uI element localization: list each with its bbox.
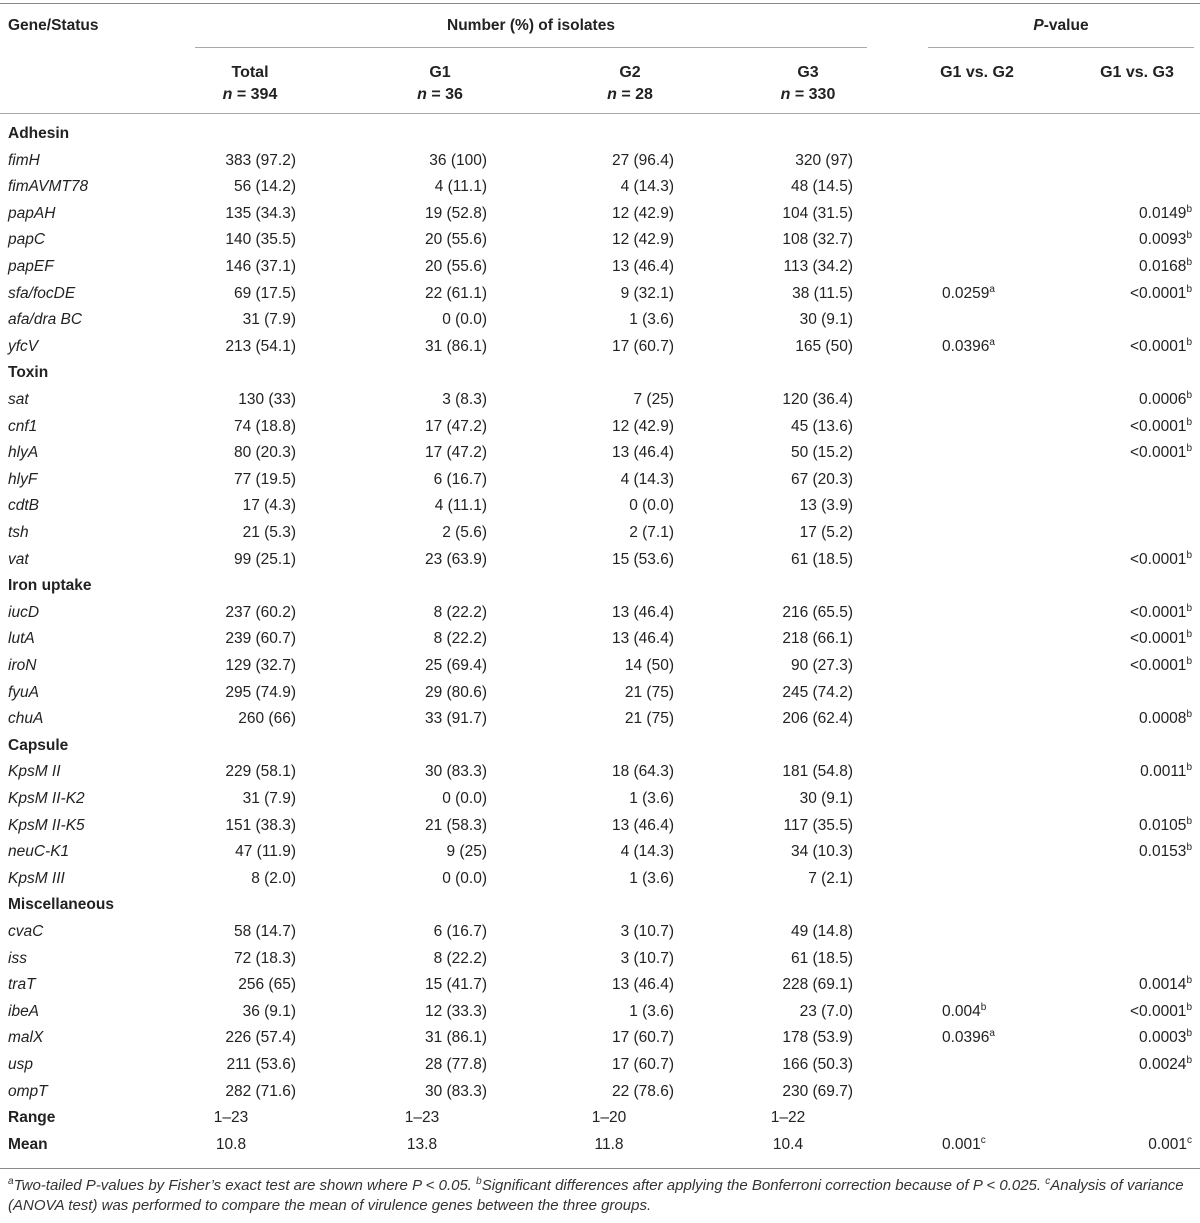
cell-g3: 10.4 <box>772 1135 804 1153</box>
gene-name: cnf1 <box>8 417 38 435</box>
cell-total: 72 (18.3) <box>233 949 296 967</box>
cell-g3: 13 (3.9) <box>799 497 853 515</box>
cell-g2: 13 (46.4) <box>611 816 674 834</box>
cell-g3: 1–22 <box>770 1109 806 1127</box>
group-n <box>550 84 710 106</box>
cell-total: 47 (11.9) <box>235 843 296 861</box>
cell-g3: 113 (34.2) <box>783 258 853 275</box>
cell-total: 99 (25.1) <box>233 550 296 568</box>
cell-total: 21 (5.3) <box>242 524 296 541</box>
cell-g2: 18 (64.3) <box>611 763 674 781</box>
cell-p-g1-g3 <box>1030 281 1192 308</box>
cell-g2: 13 (46.4) <box>611 976 674 994</box>
p-superscript: b <box>1186 416 1192 428</box>
cell-p-g1-g3 <box>1030 706 1192 733</box>
cell-g1: 2 (5.6) <box>442 524 487 541</box>
cell-p-g1-g3 <box>1030 547 1192 574</box>
gene-name: sfa/focDE <box>8 284 76 302</box>
cell-g2: 15 (53.6) <box>611 550 674 568</box>
header-bottom-rule <box>0 113 1200 114</box>
p-value: <0.0001 <box>1129 1002 1187 1020</box>
cell-p-g1-g3 <box>1030 414 1192 441</box>
cell-g3: 218 (66.1) <box>782 630 853 648</box>
p-superscript: c <box>1187 1134 1192 1146</box>
cell-g2: 3 (10.7) <box>620 923 674 940</box>
cell-total: 31 (7.9) <box>242 311 296 329</box>
cell-g3: 48 (14.5) <box>790 178 853 196</box>
group-header <box>360 62 520 106</box>
cell-g3: 117 (35.5) <box>783 816 853 834</box>
cell-g3: 166 (50.3) <box>782 1056 853 1073</box>
gene-name: KpsM II <box>8 763 61 781</box>
cell-total: 31 (7.9) <box>242 790 296 807</box>
group-n-symbol: n <box>222 86 233 103</box>
header-span-rule-pvalue <box>928 47 1194 48</box>
cell-g1: 30 (83.3) <box>424 763 487 781</box>
cell-total: 239 (60.7) <box>225 630 296 648</box>
cell-g2: 1 (3.6) <box>629 311 674 329</box>
cell-g1: 4 (11.1) <box>434 178 487 196</box>
footnote-b-marker: b <box>476 1176 482 1187</box>
gene-name: afa/dra BC <box>8 311 83 329</box>
cell-g3: 228 (69.1) <box>782 976 853 994</box>
p-superscript: b <box>1186 336 1192 348</box>
cell-p-g1-g2 <box>942 1132 986 1159</box>
cell-g2: 0 (0.0) <box>629 497 674 515</box>
p-superscript: b <box>1186 709 1192 721</box>
header-span-rule-number <box>195 47 867 48</box>
p-superscript: b <box>1186 1028 1192 1040</box>
gene-name: iss <box>8 949 27 967</box>
cell-g1: 30 (83.3) <box>424 1082 487 1100</box>
p-value: 0.0105 <box>1139 816 1187 834</box>
gene-name: fimH <box>8 151 40 169</box>
cell-g1: 3 (8.3) <box>442 391 487 408</box>
cell-g3: 206 (62.4) <box>782 710 853 728</box>
cell-p-g1-g3 <box>1030 1025 1192 1052</box>
p-superscript: c <box>980 1134 986 1146</box>
p-superscript: b <box>1186 602 1192 614</box>
p-value: <0.0001 <box>1129 657 1187 674</box>
cell-total: 56 (14.2) <box>233 178 296 196</box>
cell-g3: 104 (31.5) <box>782 204 853 222</box>
cell-g1: 25 (69.4) <box>424 657 487 674</box>
gene-name: hlyA <box>8 444 39 462</box>
cell-p-g1-g3 <box>1030 254 1192 281</box>
p-value: <0.0001 <box>1129 417 1187 435</box>
cell-p-g1-g3 <box>1030 653 1192 680</box>
cell-g1: 0 (0.0) <box>442 790 487 807</box>
p-superscript: b <box>1186 629 1192 641</box>
footnote-c: Analysis of variance (ANOVA test) was performed to compare the mean of virulence genes between the three groups. <box>8 1177 1184 1214</box>
gene-name: malX <box>8 1029 44 1047</box>
cell-g3: 38 (11.5) <box>792 284 853 302</box>
p-value: 0.0003 <box>1139 1029 1187 1047</box>
p-value: 0.0153 <box>1139 843 1187 861</box>
group-name: Total <box>231 64 269 81</box>
header-gene-status: Gene/Status <box>8 17 99 34</box>
p-value: 0.004 <box>942 1002 981 1020</box>
p-value: <0.0001 <box>1129 284 1187 302</box>
cell-total: 69 (17.5) <box>233 284 296 302</box>
cell-total: 260 (66) <box>238 710 296 728</box>
cell-total: 74 (18.8) <box>233 417 296 435</box>
cell-g1: 17 (47.2) <box>424 417 487 435</box>
cell-p-g1-g3 <box>1030 813 1192 840</box>
group-name: G1 <box>429 64 451 81</box>
cell-p-g1-g3 <box>1030 201 1192 228</box>
gene-name: ompT <box>8 1082 48 1100</box>
group-n-value: = 28 <box>616 86 653 103</box>
gene-name: iucD <box>8 603 40 621</box>
cell-g2: 1 (3.6) <box>629 869 674 887</box>
section-heading: Adhesin <box>8 125 70 142</box>
group-n-value: = 330 <box>790 86 836 103</box>
cell-p-g1-g3 <box>1030 626 1192 653</box>
cell-p-g1-g2 <box>942 281 995 308</box>
p-value: 0.001 <box>1148 1135 1187 1153</box>
cell-g2: 1 (3.6) <box>629 1002 674 1020</box>
cell-total: 135 (34.3) <box>225 204 296 222</box>
cell-g1: 0 (0.0) <box>442 869 487 887</box>
cell-total: 295 (74.9) <box>225 683 296 701</box>
cell-total: 146 (37.1) <box>225 258 296 275</box>
p-superscript: b <box>1186 256 1192 268</box>
gene-name: usp <box>8 1056 33 1073</box>
cell-g1: 21 (58.3) <box>424 816 487 834</box>
cell-g3: 181 (54.8) <box>782 763 853 781</box>
cell-p-g1-g3 <box>1030 334 1192 361</box>
cell-total: 8 (2.0) <box>251 869 296 887</box>
section-heading: Iron uptake <box>8 577 92 595</box>
stat-label: Range <box>8 1109 56 1127</box>
cell-g3: 90 (27.3) <box>790 657 853 674</box>
cell-g2: 14 (50) <box>624 657 674 674</box>
gene-name: KpsM III <box>8 869 65 887</box>
cell-g2: 4 (14.3) <box>620 843 674 861</box>
p-value: 0.0014 <box>1139 976 1187 994</box>
cell-g1: 23 (63.9) <box>424 550 487 568</box>
p-superscript: a <box>989 336 995 348</box>
bottom-rule <box>0 1168 1200 1169</box>
cell-g1: 31 (86.1) <box>424 337 487 355</box>
header-number-isolates: Number (%) of isolates <box>447 17 615 34</box>
cell-g3: 30 (9.1) <box>799 790 853 807</box>
section-heading: Capsule <box>8 736 69 754</box>
cell-g1: 0 (0.0) <box>442 311 487 329</box>
p-value: <0.0001 <box>1129 550 1187 568</box>
cell-total: 151 (38.3) <box>225 816 296 834</box>
p-superscript: b <box>1186 815 1192 827</box>
cell-total: 383 (97.2) <box>225 151 296 169</box>
cell-g3: 7 (2.1) <box>808 869 853 887</box>
cell-g3: 61 (18.5) <box>790 550 853 568</box>
gene-name: yfcV <box>8 337 39 355</box>
cell-g2: 7 (25) <box>633 391 674 408</box>
cell-g2: 13 (46.4) <box>611 603 674 621</box>
cell-g2: 4 (14.3) <box>620 178 674 196</box>
cell-total: 282 (71.6) <box>225 1082 296 1100</box>
cell-total: 58 (14.7) <box>233 923 296 940</box>
p-superscript: a <box>989 1028 995 1040</box>
cell-g3: 245 (74.2) <box>782 683 853 701</box>
cell-g2: 17 (60.7) <box>611 1029 674 1047</box>
p-superscript: b <box>1186 389 1192 401</box>
gene-name: iroN <box>8 657 37 674</box>
group-header <box>550 62 710 106</box>
cell-g3: 50 (15.2) <box>790 444 853 462</box>
cell-total: 237 (60.2) <box>225 603 296 621</box>
cell-g1: 8 (22.2) <box>433 949 487 967</box>
cell-p-g1-g2 <box>942 1025 995 1052</box>
cell-total: 140 (35.5) <box>225 231 296 249</box>
cell-total: 77 (19.5) <box>233 470 296 488</box>
p-value: <0.0001 <box>1129 444 1187 462</box>
cell-g2: 27 (96.4) <box>611 151 674 169</box>
cell-g1: 20 (55.6) <box>424 258 487 275</box>
cell-g2: 13 (46.4) <box>611 258 674 275</box>
p-superscript: a <box>989 283 995 295</box>
p-superscript: b <box>1186 842 1192 854</box>
cell-g3: 49 (14.8) <box>790 923 853 940</box>
cell-g1: 8 (22.2) <box>433 603 487 621</box>
group-n-value: = 394 <box>232 86 278 103</box>
cell-p-g1-g3 <box>1030 1132 1192 1159</box>
cell-total: 213 (54.1) <box>225 337 296 355</box>
cell-total: 10.8 <box>215 1135 247 1153</box>
cell-g1: 31 (86.1) <box>424 1029 487 1047</box>
cell-g1: 19 (52.8) <box>424 204 487 222</box>
cell-total: 129 (32.7) <box>225 657 296 674</box>
group-n-symbol: n <box>780 86 791 103</box>
cell-g3: 120 (36.4) <box>782 391 853 408</box>
cell-g2: 21 (75) <box>624 683 674 701</box>
cell-p-g1-g3 <box>1030 1052 1192 1079</box>
cell-g3: 165 (50) <box>795 337 853 355</box>
cell-g3: 216 (65.5) <box>782 603 853 621</box>
gene-name: chuA <box>8 710 44 728</box>
p-value: 0.0396 <box>942 337 990 355</box>
footnote-c-marker: c <box>1045 1176 1051 1187</box>
p-value: 0.0259 <box>942 284 990 302</box>
gene-name: papC <box>8 231 46 249</box>
cell-g2: 12 (42.9) <box>611 204 674 222</box>
cell-p-g1-g3 <box>1030 759 1192 786</box>
cell-g1: 6 (16.7) <box>433 923 487 940</box>
header-pvalue <box>928 17 1194 35</box>
cell-g2: 11.8 <box>594 1135 624 1153</box>
cell-g3: 61 (18.5) <box>790 949 853 967</box>
p-superscript: b <box>980 1001 987 1013</box>
stat-label: Mean <box>8 1135 48 1153</box>
cell-total: 130 (33) <box>238 391 296 408</box>
gene-name: fimAVMT78 <box>8 178 89 196</box>
p-value: 0.0024 <box>1139 1056 1187 1073</box>
cell-g1: 15 (41.7) <box>424 976 487 994</box>
cell-g3: 178 (53.9) <box>782 1029 853 1047</box>
cell-g2: 2 (7.1) <box>629 524 674 541</box>
p-value: 0.0011 <box>1140 763 1187 781</box>
cell-g3: 230 (69.7) <box>782 1082 853 1100</box>
p-value: 0.0008 <box>1139 710 1187 728</box>
p-superscript: b <box>1186 230 1192 242</box>
cell-p-g1-g3 <box>1030 387 1192 414</box>
gene-name: fyuA <box>8 683 40 701</box>
cell-g1: 28 (77.8) <box>424 1056 487 1073</box>
p-value: 0.0168 <box>1139 258 1187 275</box>
cell-p-g1-g3 <box>1030 440 1192 467</box>
cell-g3: 320 (97) <box>795 151 853 169</box>
p-value: 0.0396 <box>942 1029 990 1047</box>
footnote-a-marker: a <box>8 1176 14 1187</box>
section-heading: Miscellaneous <box>8 896 114 914</box>
gene-name: hlyF <box>8 470 38 488</box>
p-superscript: b <box>1186 443 1192 455</box>
cell-g1: 6 (16.7) <box>433 470 487 488</box>
pvalue-column-header: G1 vs. G3 <box>1100 64 1174 81</box>
group-n-value: = 36 <box>426 86 463 103</box>
p-superscript: b <box>1186 1054 1192 1066</box>
cell-total: 229 (58.1) <box>225 763 296 781</box>
cell-g2: 21 (75) <box>624 710 674 728</box>
cell-g2: 22 (78.6) <box>611 1082 674 1100</box>
cell-p-g1-g3 <box>1030 999 1192 1026</box>
cell-g2: 13 (46.4) <box>611 444 674 462</box>
cell-g3: 23 (7.0) <box>799 1002 853 1020</box>
gene-name: sat <box>8 391 29 408</box>
cell-p-g1-g2 <box>942 334 995 361</box>
header-pvalue-p: P <box>1033 17 1044 34</box>
cell-g2: 3 (10.7) <box>620 949 674 967</box>
cell-g3: 30 (9.1) <box>799 311 853 329</box>
cell-g1: 4 (11.1) <box>434 497 487 515</box>
cell-total: 80 (20.3) <box>233 444 296 462</box>
group-name: G2 <box>619 64 641 81</box>
cell-g1: 29 (80.6) <box>424 683 487 701</box>
cell-p-g1-g3 <box>1030 600 1192 627</box>
cell-p-g1-g3 <box>1030 972 1192 999</box>
gene-name: KpsM II-K2 <box>8 790 85 807</box>
group-name: G3 <box>797 64 819 81</box>
group-n-symbol: n <box>607 86 617 103</box>
cell-g2: 17 (60.7) <box>611 337 674 355</box>
p-value: 0.0006 <box>1139 391 1187 408</box>
cell-g1: 22 (61.1) <box>424 284 487 302</box>
cell-p-g1-g3 <box>1030 839 1192 866</box>
p-value: <0.0001 <box>1129 630 1187 648</box>
cell-p-g1-g3 <box>1030 227 1192 254</box>
cell-total: 256 (65) <box>238 976 296 994</box>
top-rule <box>0 3 1200 4</box>
cell-g2: 9 (32.1) <box>620 284 674 302</box>
cell-g2: 12 (42.9) <box>611 231 674 249</box>
footnote-a: Two-tailed P-values by Fisher’s exact test are shown where P < 0.05. <box>13 1177 477 1194</box>
p-value: 0.0149 <box>1139 204 1187 222</box>
cell-total: 1–23 <box>213 1109 249 1127</box>
gene-name: neuC-K1 <box>8 843 70 861</box>
cell-total: 226 (57.4) <box>225 1029 296 1047</box>
gene-name: cvaC <box>8 923 44 940</box>
cell-g1: 9 (25) <box>446 843 487 861</box>
group-n-symbol: n <box>417 86 427 103</box>
gene-name: KpsM II-K5 <box>8 816 85 834</box>
gene-name: papEF <box>8 258 54 275</box>
cell-g3: 108 (32.7) <box>782 231 853 249</box>
cell-g1: 17 (47.2) <box>424 444 487 462</box>
cell-total: 36 (9.1) <box>242 1002 296 1020</box>
cell-g2: 12 (42.9) <box>611 417 674 435</box>
p-superscript: b <box>1186 1001 1192 1013</box>
cell-g2: 1 (3.6) <box>629 790 674 807</box>
cell-g2: 13 (46.4) <box>611 630 674 648</box>
cell-g1: 33 (91.7) <box>424 710 487 728</box>
cell-g2: 1–20 <box>591 1109 627 1127</box>
p-value: 0.0093 <box>1139 231 1187 249</box>
section-heading: Toxin <box>8 364 49 382</box>
p-superscript: b <box>1186 762 1192 774</box>
gene-name: ibeA <box>8 1002 40 1020</box>
p-superscript: b <box>1186 203 1192 215</box>
group-header <box>728 62 888 106</box>
group-n <box>360 84 520 106</box>
header-pvalue-suffix: -value <box>1043 17 1089 34</box>
cell-g1: 8 (22.2) <box>433 630 487 648</box>
cell-g3: 34 (10.3) <box>790 843 853 861</box>
gene-name: papAH <box>8 204 56 222</box>
cell-g1: 36 (100) <box>429 151 487 169</box>
cell-g3: 45 (13.6) <box>790 417 853 435</box>
p-superscript: b <box>1186 655 1192 667</box>
gene-name: tsh <box>8 524 29 541</box>
gene-name: traT <box>8 976 36 994</box>
group-n <box>728 84 888 106</box>
footnotes <box>8 1176 1194 1216</box>
cell-g2: 17 (60.7) <box>611 1056 674 1073</box>
cell-g2: 4 (14.3) <box>620 470 674 488</box>
p-superscript: b <box>1186 549 1192 561</box>
group-header <box>170 62 330 106</box>
cell-total: 17 (4.3) <box>242 497 296 515</box>
cell-g1: 20 (55.6) <box>424 231 487 249</box>
gene-name: cdtB <box>8 497 40 515</box>
p-superscript: b <box>1186 975 1192 987</box>
gene-name: lutA <box>8 630 35 648</box>
cell-g1: 12 (33.3) <box>424 1002 487 1020</box>
group-n <box>170 84 330 106</box>
cell-p-g1-g2 <box>942 999 986 1026</box>
p-value: <0.0001 <box>1129 337 1187 355</box>
p-value: 0.001 <box>942 1135 981 1153</box>
p-superscript: b <box>1186 283 1192 295</box>
footnote-b: Significant differences after applying the Bonferroni correction because of P < 0.025. <box>481 1177 1046 1194</box>
gene-name: vat <box>8 550 29 568</box>
cell-g1: 13.8 <box>406 1135 438 1153</box>
p-value: <0.0001 <box>1129 603 1187 621</box>
cell-g3: 17 (5.2) <box>799 524 853 541</box>
cell-total: 211 (53.6) <box>226 1056 296 1073</box>
cell-g3: 67 (20.3) <box>790 470 853 488</box>
pvalue-column-header: G1 vs. G2 <box>940 64 1014 81</box>
cell-g1: 1–23 <box>404 1109 440 1127</box>
